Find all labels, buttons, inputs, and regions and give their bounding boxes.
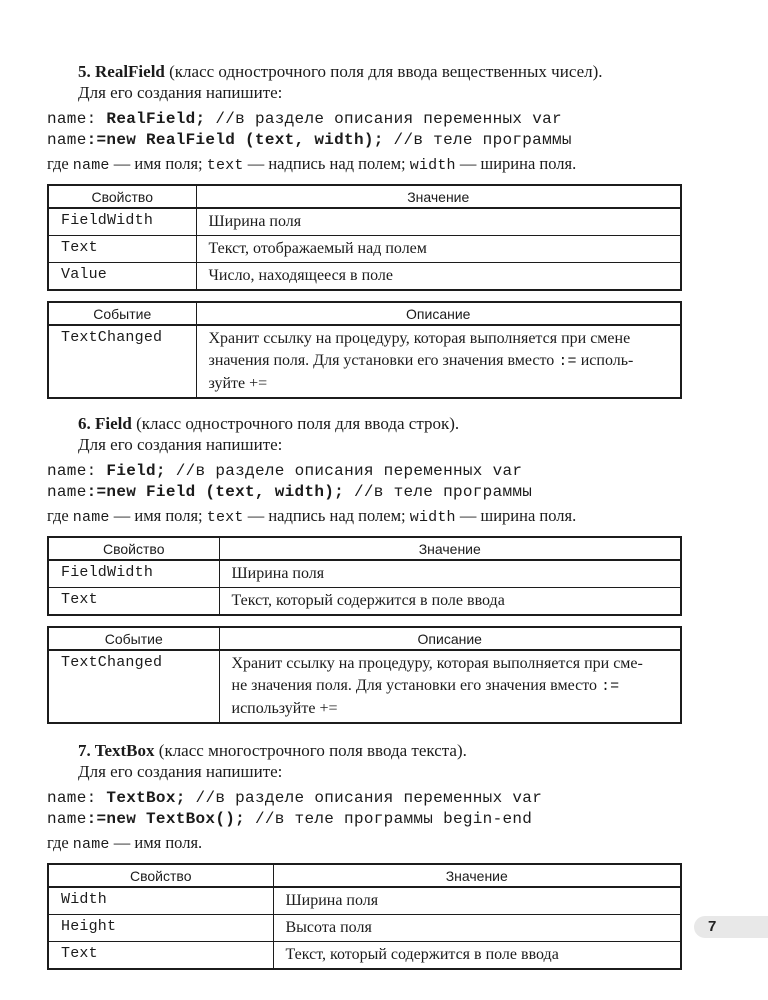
column-header-property: Свойство xyxy=(48,537,219,560)
column-header-description: Описание xyxy=(196,302,681,325)
table-row xyxy=(48,887,681,915)
subheading: Для его создания напишите: xyxy=(78,762,283,781)
table-row xyxy=(48,650,681,723)
property-value-cell: Ширина поля xyxy=(219,560,681,588)
table-header-row xyxy=(48,864,681,887)
field-properties-table xyxy=(47,536,682,616)
section-heading-textbox xyxy=(47,740,682,761)
code-block-field xyxy=(47,461,682,503)
property-value-cell: Число, находящееся в поле xyxy=(196,263,681,291)
table-header-row xyxy=(48,537,681,560)
where-note: где name — имя поля. xyxy=(47,833,203,853)
code-block-realfield xyxy=(47,109,682,151)
table-row xyxy=(48,560,681,588)
code-line: name:=new TextBox(); //в теле программы begin-end xyxy=(47,810,533,828)
section-heading-rest: (класс однострочного поля для ввода вещественных чисел). xyxy=(164,62,603,81)
page-number: 7 xyxy=(708,918,717,935)
property-value-cell: Текст, который содержится в поле ввода xyxy=(273,942,681,970)
section-number-title: 6. Field xyxy=(78,414,132,433)
subheading: Для его создания напишите: xyxy=(78,83,283,102)
field-events-table xyxy=(47,626,682,724)
property-name-cell: Text xyxy=(48,588,219,616)
column-header-property: Свойство xyxy=(48,185,196,208)
property-name-cell: FieldWidth xyxy=(48,208,196,236)
table-row xyxy=(48,915,681,942)
property-name-cell: FieldWidth xyxy=(48,560,219,588)
table-header-row xyxy=(48,185,681,208)
event-desc-cell: Хранит ссылку на процедуру, которая выполняется при сме- не значения поля. Для установки его значения вместо := используйте += xyxy=(219,650,681,723)
property-name-cell: Value xyxy=(48,263,196,291)
section-number-title: 5. RealField xyxy=(78,62,165,81)
code-block-textbox xyxy=(47,788,682,830)
code-line: name: Field; //в разделе описания переменных var xyxy=(47,462,523,480)
table-header-row xyxy=(48,627,681,650)
property-value-cell: Текст, который содержится в поле ввода xyxy=(219,588,681,616)
textbox-properties-table xyxy=(47,863,682,970)
subheading: Для его создания напишите: xyxy=(78,435,283,454)
property-name-cell: Width xyxy=(48,887,273,915)
column-header-event: Событие xyxy=(48,627,219,650)
event-name-cell: TextChanged xyxy=(48,650,219,723)
where-note: где name — имя поля; text — надпись над полем; width — ширина поля. xyxy=(47,154,577,174)
code-line: name:=new Field (text, width); //в теле программы xyxy=(47,483,533,501)
page-number-badge xyxy=(694,916,768,938)
table-row xyxy=(48,942,681,970)
where-note: где name — имя поля; text — надпись над полем; width — ширина поля. xyxy=(47,506,577,526)
section-heading-realfield xyxy=(47,61,682,82)
column-header-event: Событие xyxy=(48,302,196,325)
realfield-properties-table xyxy=(47,184,682,291)
table-row xyxy=(48,208,681,236)
table-row xyxy=(48,588,681,616)
code-line: name: RealField; //в разделе описания переменных var xyxy=(47,110,562,128)
section-heading-rest: (класс многострочного поля ввода текста). xyxy=(154,741,467,760)
property-value-cell: Высота поля xyxy=(273,915,681,942)
property-name-cell: Text xyxy=(48,236,196,263)
section-heading-field xyxy=(47,413,682,434)
section-heading-rest: (класс однострочного поля для ввода строк). xyxy=(131,414,460,433)
column-header-value: Значение xyxy=(196,185,681,208)
section-number-title: 7. TextBox xyxy=(78,741,155,760)
property-value-cell: Ширина поля xyxy=(196,208,681,236)
column-header-description: Описание xyxy=(219,627,681,650)
page-content xyxy=(47,0,682,970)
event-name-cell: TextChanged xyxy=(48,325,196,398)
realfield-events-table xyxy=(47,301,682,399)
property-value-cell: Текст, отображаемый над полем xyxy=(196,236,681,263)
property-value-cell: Ширина поля xyxy=(273,887,681,915)
property-name-cell: Text xyxy=(48,942,273,970)
table-row xyxy=(48,325,681,398)
table-header-row xyxy=(48,302,681,325)
code-line: name: TextBox; //в разделе описания переменных var xyxy=(47,789,543,807)
code-line: name:=new RealField (text, width); //в теле программы xyxy=(47,131,572,149)
table-row xyxy=(48,236,681,263)
column-header-value: Значение xyxy=(273,864,681,887)
column-header-property: Свойство xyxy=(48,864,273,887)
table-row xyxy=(48,263,681,291)
event-desc-cell: Хранит ссылку на процедуру, которая выполняется при смене значения поля. Для установки его значения вместо := исполь- зуйте += xyxy=(196,325,681,398)
column-header-value: Значение xyxy=(219,537,681,560)
property-name-cell: Height xyxy=(48,915,273,942)
